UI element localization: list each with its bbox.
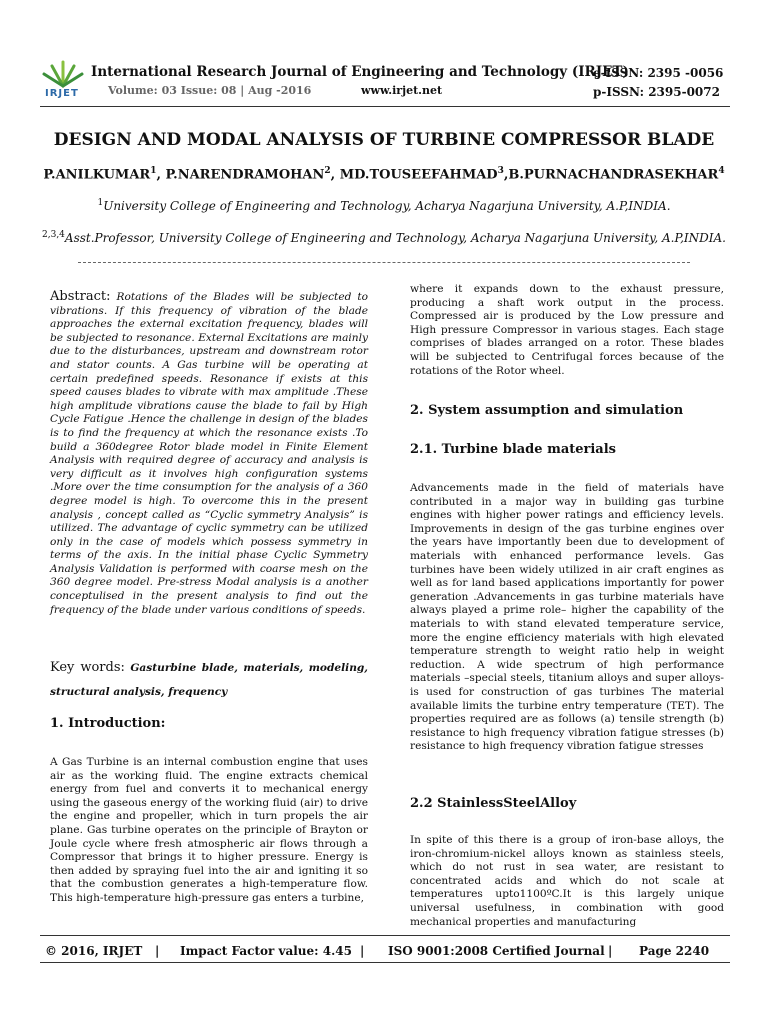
affiliation-text: University College of Engineering and Technology, Acharya Nagarjuna University, A.P,INDIA. [103,199,671,213]
author: P.NARENDRAMOHAN [165,167,325,183]
paragraph: Advancements made in the field of materials have contributed in a major way in building gas turbine engines with higher power ratings and efficiency levels. Improvements in design of the gas turbine engines over the years have importantly been due to development of materials with enhanced performance levels. Gas turbines have been widely utilized in air craft engines as well as for land based applications importantly for power generation .Advancements in gas turbine materials have always played a prime role– higher the capability of the materials to with stand elevated temperature service, more the engine efficiency materials with high elevated temperature strength to weight ratio help in weight reduction. A wide spectrum of high performance materials –special steels, titanium alloys and super alloys-is used for construction of gas turbines The material available limits the turbine entry temperature (TET). The properties required are as follows (a) tensile strength (b) resistance to high frequency vibration fatigue stresses (b) resistance to high frequency vibration fatigue stresses [410,482,724,753]
footer-separator: | [155,944,160,958]
footer-separator: | [608,944,613,958]
affiliation-sup: 1 [97,198,104,208]
keywords-label: Key words: [50,660,125,675]
author: B.PURNACHANDRASEKHAR [508,167,719,183]
author-list [0,166,768,182]
logo-text: IRJET [45,88,79,99]
author-sup: 2 [324,166,331,176]
pissn: p-ISSN: 2395-0072 [593,85,720,99]
affiliation [0,198,768,213]
eissn: e-ISSN: 2395 -0056 [593,66,724,80]
subsection-heading: 2.1. Turbine blade materials [410,442,616,457]
paragraph: In spite of this there is a group of iron-base alloys, the iron-chromium-nickel alloys known as stainless steels, which do not rust in sea water, are resistant to concentrated acids and which do not scale at temperatures upto1100ºC.It is this largely unique universal usefulness, in combination with good mechanical properties and manufacturing [410,834,724,928]
footer-separator: | [360,944,365,958]
footer-bottom-divider [40,962,730,963]
website-link[interactable]: www.irjet.net [361,84,443,97]
keywords-text: Gasturbine blade, materials, modeling, structural analysis, frequency [50,662,368,698]
author: P.ANILKUMAR [43,167,151,183]
section-heading: 2. System assumption and simulation [410,403,684,418]
abstract [50,290,368,617]
intro-paragraph: A Gas Turbine is an internal combustion engine that uses air as the working fluid. The engine extracts chemical energy from fuel and converts it to mechanical energy using the gaseous energy of the working fluid (air) to drive the engine and propeller, which in turn propels the air plane. Gas turbine operates on the principle of Brayton or Joule cycle where fresh atmospheric air flows through a Compressor that brings it to higher pressure. Energy is then added by spraying fuel into the air and igniting it so that the combustion generates a high-temperature flow. This high-temperature high-pressure gas enters a turbine, [50,756,368,904]
affiliation [0,230,768,245]
author: MD.TOUSEEFAHMAD [339,167,498,183]
paper-title: DESIGN AND MODAL ANALYSIS OF TURBINE COMPRESSOR BLADE [53,130,715,150]
author-sep: , [503,167,509,183]
footer-copyright: © 2016, IRJET [45,944,143,958]
keywords [50,656,368,704]
footer-divider [40,935,730,936]
journal-name: International Research Journal of Engineering and Technology (IRJET) [91,64,629,80]
header-divider [40,106,730,107]
paragraph: where it expands down to the exhaust pressure, producing a shaft work output in the process. Compressed air is produced by the Low pressure and High pressure Compressor in various stages. Each stage comprises of blades arranged on a rotor. These blades will be subjected to Centrifugal forces because of the rotations of the Rotor wheel. [410,283,724,377]
author-sup: 3 [497,166,504,176]
footer-impact: Impact Factor value: 4.45 [180,944,352,958]
section-divider [78,262,690,263]
volume-issue: Volume: 03 Issue: 08 | Aug -2016 [108,84,312,97]
author-sup: 1 [150,166,157,176]
author-sep: , [156,167,166,183]
author-sep: , [330,167,340,183]
subsection-heading: 2.2 StainlessSteelAlloy [410,796,577,811]
footer-iso: ISO 9001:2008 Certified Journal [388,944,605,958]
abstract-label: Abstract: [50,289,111,304]
footer-page: Page 2240 [639,944,710,958]
abstract-text: Rotations of the Blades will be subjected to vibrations. If this frequency of vibration of the blade approaches the external excitation frequency, blades will be subjected to resonance. External Excitations are mainly due to the disturbances, upstream and downstream rotor and stator counts. A Gas turbine will be operating at certain predefined speeds. Resonance if exists at this speed causes blades to vibrate with max amplitude .These high amplitude vibrations cause the blade to fail by High Cycle Fatigue .Hence the challenge in design of the blades is to find the frequency at which the resonance exists .To build a 360degree Rotor blade model in Finite Element Analysis with required degree of accuracy and analysis is very difficult as it involves high configuration systems .More over the time consumption for the analysis of a 360 degree model is high. To overcome this in the present analysis , concept called as “Cyclic symmetry Analysis” is utilized. The advantage of cyclic symmetry can be utilized only in the case of models which possess symmetry in terms of the axis. In the initial phase Cyclic Symmetry Analysis Validation is performed with coarse mesh on the 360 degree model. Pre-stress Modal analysis is a another conceptulised in the present analysis to find out the frequency of the blade under various conditions of speeds. [50,291,368,616]
section-heading: 1. Introduction: [50,716,166,731]
affiliation-sup: 2,3,4 [42,230,65,240]
author-sup: 4 [718,166,725,176]
affiliation-text: Asst.Professor, University College of Engineering and Technology, Acharya Nagarjuna University, A.P,INDIA. [64,231,726,245]
